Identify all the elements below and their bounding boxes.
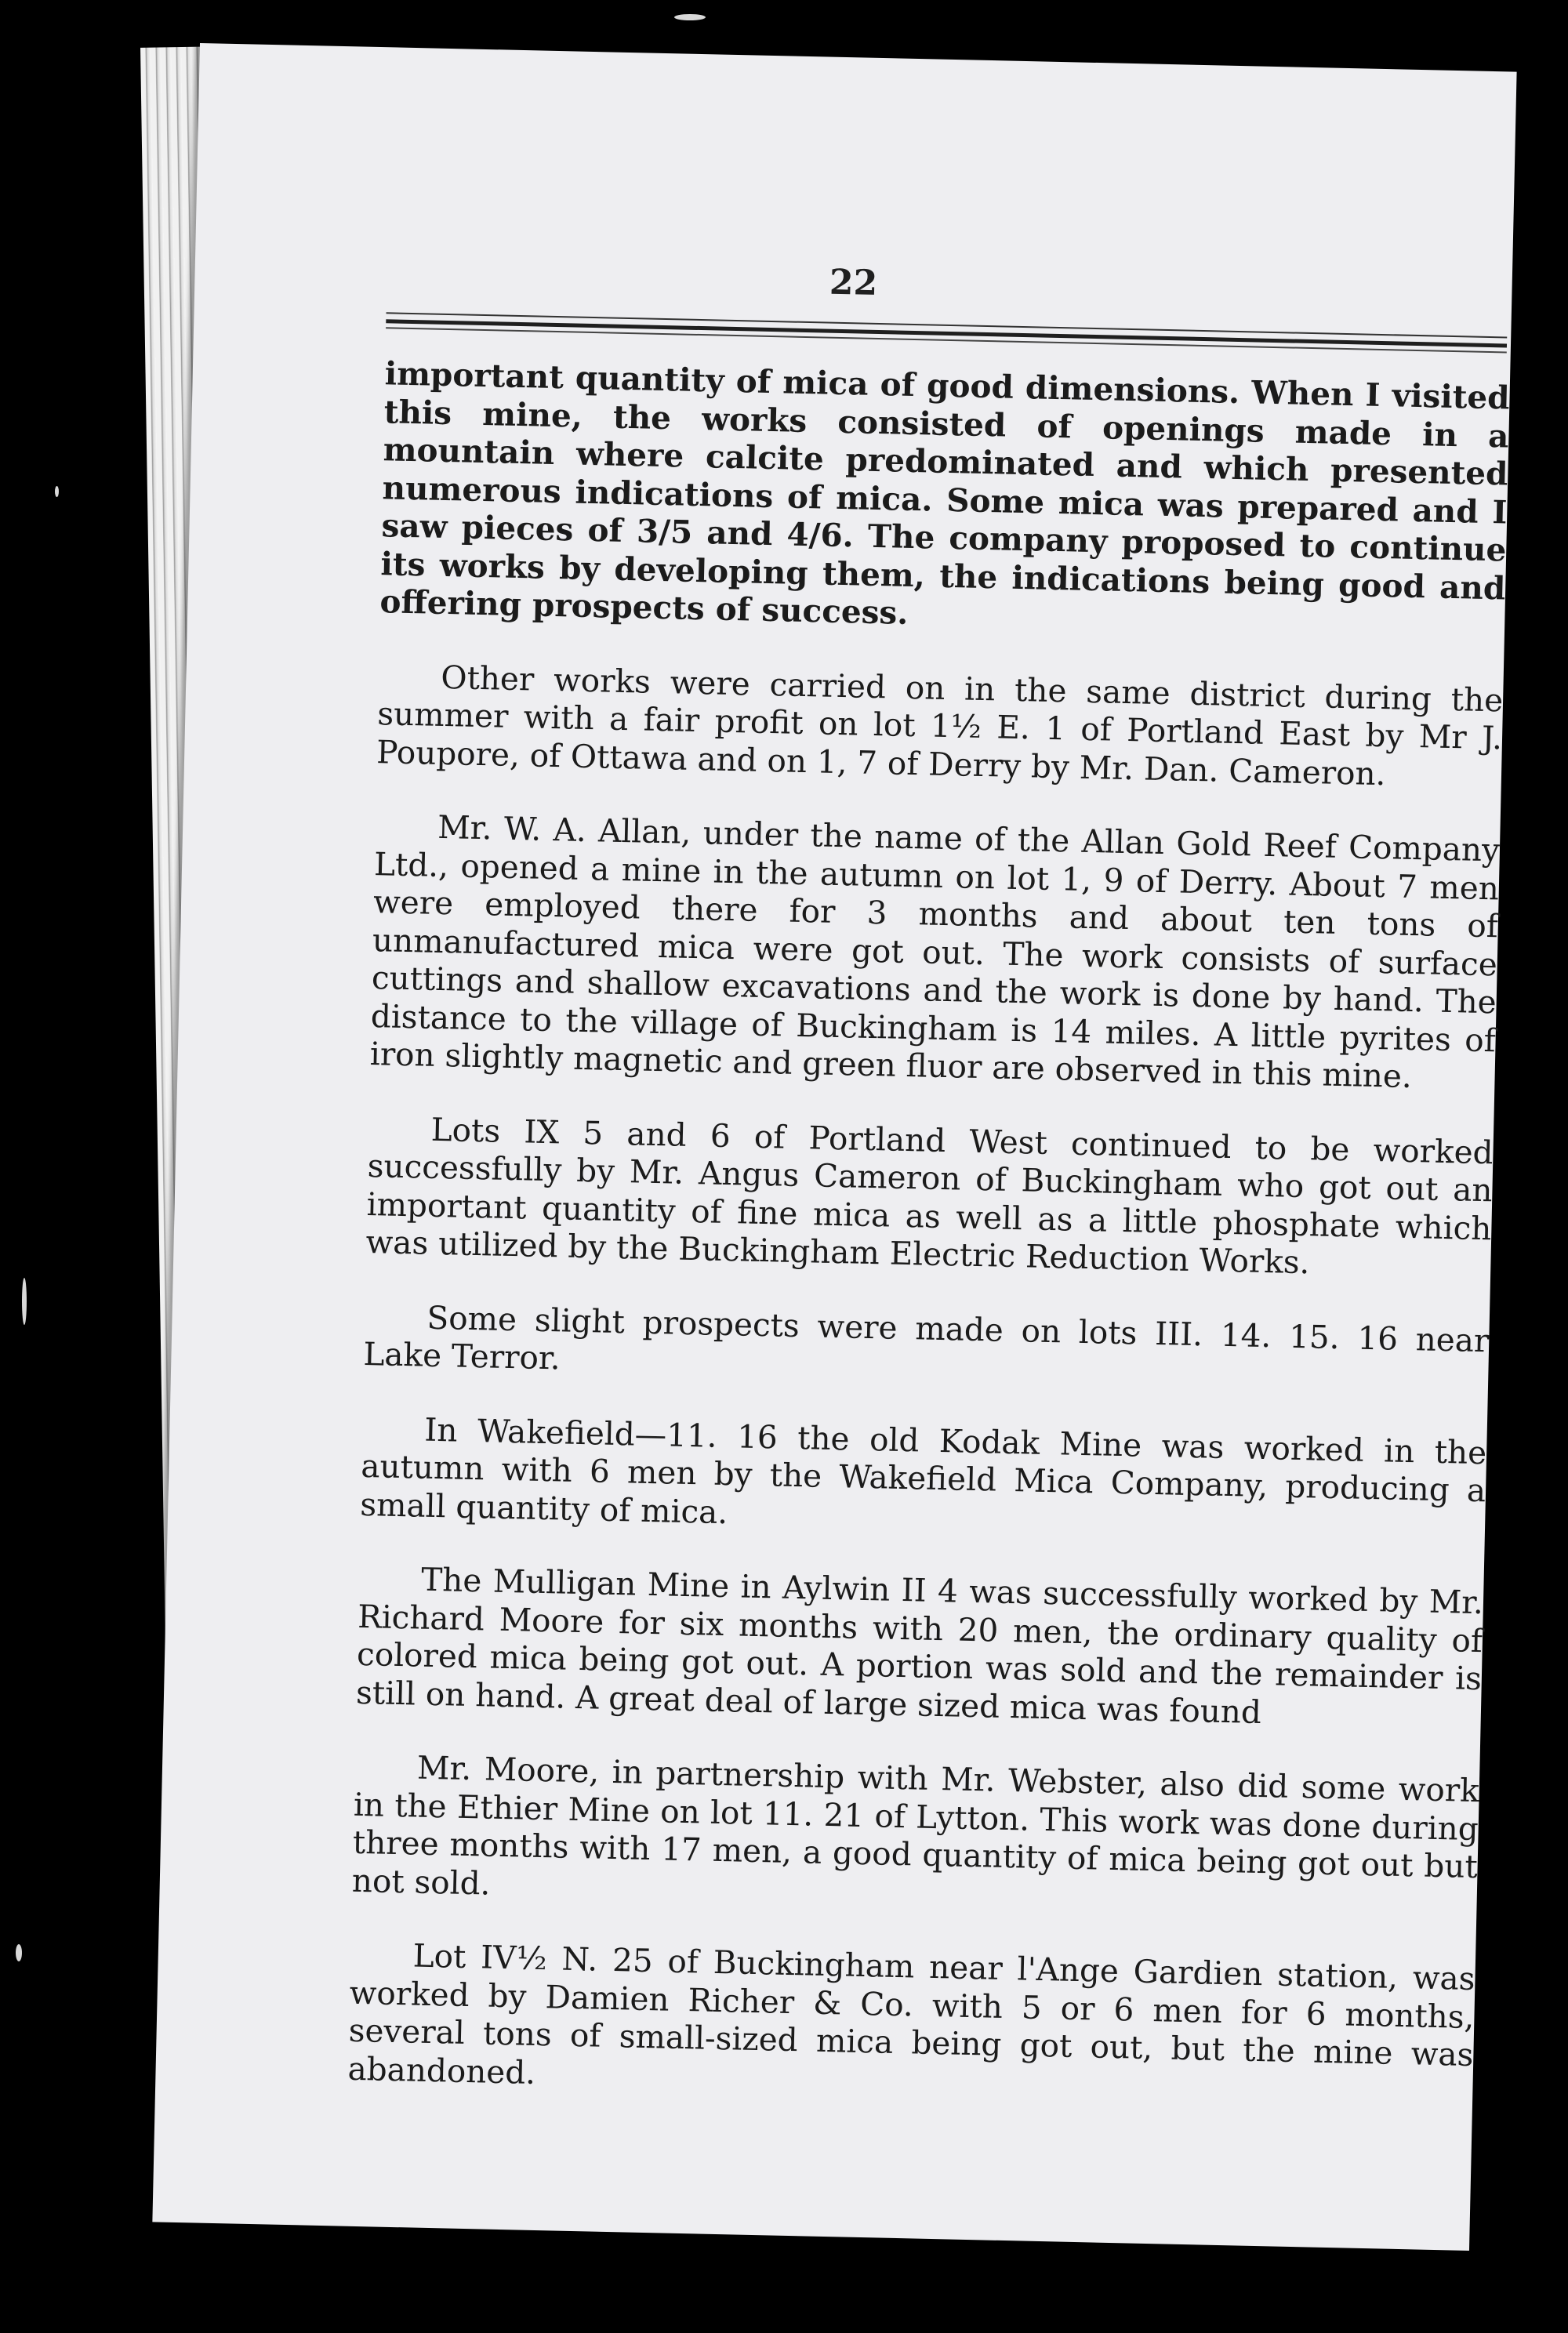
paragraph: Mr. Moore, in partnership with Mr. Webster, also did some work in the Ethier Mine on lot 11. 21 of Lytton. This work was done during three months with 17 men, a good quantity of mica being got out but not sold. [351, 1748, 1480, 1903]
book-page [152, 43, 1516, 2251]
scan-speck [55, 486, 59, 497]
page-number: 22 [829, 262, 878, 303]
scan-speck [674, 14, 706, 20]
body-text [347, 354, 1510, 2148]
scan-speck [16, 1944, 22, 1961]
header-rule [386, 312, 1507, 355]
paragraph: Mr. W. A. Allan, under the name of the Allan Gold Reef Company Ltd., opened a mine in the autumn on lot 1, 9 of Derry. About 7 men were employed there for 3 months and about ten tons of unmanufactured mica were got out. The work consists of surface cuttings and shallow excavations and the work is done by hand. The distance to the village of Buckingham is 14 miles. A little pyrites of iron slightly magnetic and green fluor are observed in this mine. [369, 807, 1501, 1096]
paragraph: In Wakefield—11. 16 the old Kodak Mine was worked in the autumn with 6 men by the Wakefield Mica Company, producing a small quantity of mica. [359, 1410, 1487, 1531]
paragraph: Lots IX 5 and 6 of Portland West continued to be worked successfully by Mr. Angus Cameron of Buckingham who got out an important quantity of fine mica as well as a little phosphate which was utilized by the Buckingham Electric Reduction Works. [365, 1110, 1494, 1282]
paragraph: important quantity of mica of good dimensions. When I visited this mine, the works consisted of openings made in a mountain where calcite predominated and which presented numerous indications of mica. Some mica was prepared and I saw pieces of 3/5 and 4/6. The company proposed to continue its works by developing them, the indications being good and offering prospects of success. [379, 354, 1511, 632]
paragraph: Other works were carried on in the same district during the summer with a fair profit on lot 1½ E. 1 of Portland East by Mr J. Poupore, of Ottawa and on 1, 7 of Derry by Mr. Dan. Cameron. [376, 658, 1504, 793]
paragraph: Some slight prospects were made on lots III. 14. 15. 16 near Lake Terror. [363, 1298, 1490, 1377]
paragraph: Lot IV½ N. 25 of Buckingham near l'Ange Gardien station, was worked by Damien Richer & Co. with 5 or 6 men for 6 months, several tons of small-sized mica being got out, but the mine was abandoned. [347, 1936, 1476, 2092]
paragraph: The Mulligan Mine in Aylwin II 4 was successfully worked by Mr. Richard Moore for six months with 20 men, the ordinary quality of colored mica being got out. A portion was sold and the remainder is still on hand. A great deal of large sized mica was found [355, 1560, 1484, 1731]
scan-speck [22, 1278, 27, 1325]
